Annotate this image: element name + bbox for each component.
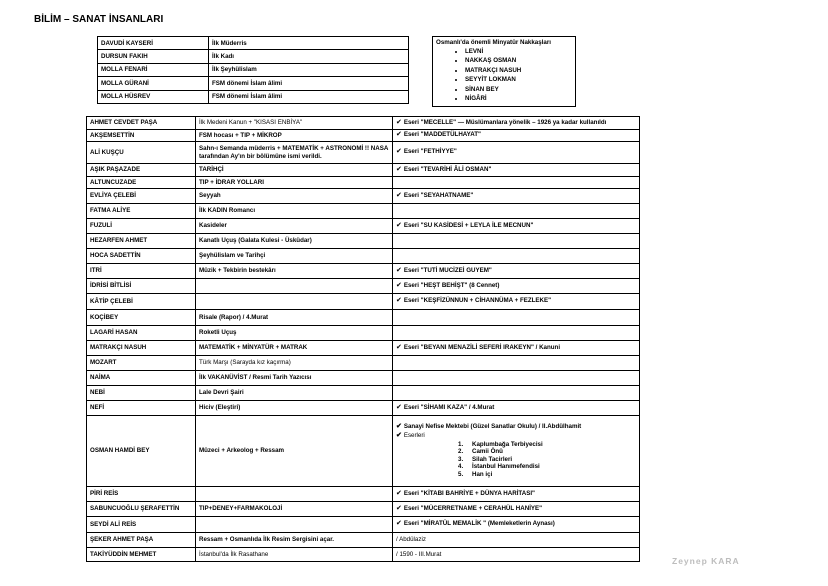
person-description: TIP+DENEY+FARMAKOLOJİ (196, 502, 393, 517)
works-cell (393, 371, 640, 386)
table-row (98, 63, 409, 76)
person-name: AŞIK PAŞAZADE (87, 164, 196, 177)
table-row (87, 487, 640, 502)
scholar-role: FSM dönemi İslam âlimi (209, 77, 409, 90)
table-row (87, 142, 640, 164)
person-name: ALTUNCUZADE (87, 176, 196, 189)
person-name: EVLİYA ÇELEBİ (87, 189, 196, 204)
table-row (87, 326, 640, 341)
works-cell (393, 164, 640, 177)
list-item: • SEYYİT LOKMAN (465, 75, 575, 84)
person-description: Şeyhülislam ve Tarihçi (196, 249, 393, 264)
person-name: SEYDİ ALİ REİS (87, 517, 196, 533)
checkmark-icon: ✔ (396, 118, 404, 126)
person-name: PİRİ REİS (87, 487, 196, 502)
works-cell (393, 294, 640, 310)
list-item (458, 471, 636, 479)
table-row (87, 502, 640, 517)
person-description (196, 487, 393, 502)
list-number: 5. (458, 470, 464, 478)
table-row (87, 234, 640, 249)
person-description: Hiciv (Eleştiri) (196, 401, 393, 416)
works-cell (393, 249, 640, 264)
person-description (196, 279, 393, 294)
painting-title: Han içi (472, 470, 493, 478)
table-row (87, 189, 640, 204)
person-description: Seyyah (196, 189, 393, 204)
person-name: NEFİ (87, 401, 196, 416)
works-text: Eseri "HEŞT BEHİŞT" (8 Cennet) (403, 281, 500, 289)
person-description: İlk VAKANÜVİST / Resmi Tarih Yazıcısı (196, 371, 393, 386)
person-description: İstanbul'da İlk Rasathane (196, 548, 393, 562)
person-description (196, 517, 393, 533)
person-name: HOCA SADETTİN (87, 249, 196, 264)
works-cell (393, 401, 640, 416)
painting-title: Silah Tacirleri (472, 455, 513, 463)
person-name: HEZARFEN AHMET (87, 234, 196, 249)
person-name: KÂTİP ÇELEBİ (87, 294, 196, 310)
list-item: • NİGÂRİ (465, 94, 575, 103)
list-item (458, 456, 636, 464)
person-name: TAKİYÜDDİN MEHMET (87, 548, 196, 562)
checkmark-icon: ✔ (396, 423, 404, 431)
works-cell (393, 204, 640, 219)
scholar-role: İlk Şeyhülislam (209, 63, 409, 76)
person-description: Roketli Uçuş (196, 326, 393, 341)
works-cell (393, 386, 640, 401)
table-row (87, 548, 640, 562)
works-text: Eseri "MADDETÜLHAYAT" (403, 131, 481, 139)
person-description: Müzik + Tekbirin bestekârı (196, 264, 393, 279)
table-row (87, 264, 640, 279)
table-row (87, 219, 640, 234)
list-item: • LEVNİ (465, 47, 575, 56)
works-cell (393, 219, 640, 234)
person-description: Ressam + Osmanlıda İlk Resim Sergisini açar. (196, 533, 393, 548)
person-name: MATRAKÇI NASUH (87, 341, 196, 356)
list-item (458, 448, 636, 456)
table-row (87, 371, 640, 386)
checkmark-icon: ✔ (396, 281, 404, 289)
works-cell (393, 189, 640, 204)
table-row (98, 77, 409, 90)
works-text: / Abdülaziz (396, 536, 426, 544)
checkmark-icon: ✔ (396, 403, 404, 411)
person-name: FUZULİ (87, 219, 196, 234)
table-row (87, 204, 640, 219)
person-description: TIP + İDRAR YOLLARI (196, 176, 393, 189)
checkmark-icon: ✔ (396, 504, 404, 512)
person-name: MOZART (87, 356, 196, 371)
table-row (87, 249, 640, 264)
list-item (458, 463, 636, 471)
person-name: AHMET CEVDET PAŞA (87, 117, 196, 130)
list-number: 4. (458, 463, 464, 471)
works-cell (393, 517, 640, 533)
early-scholars-table (97, 36, 409, 104)
table-row (87, 517, 640, 533)
works-text: / 1590 - III.Murat (396, 550, 442, 558)
person-description (196, 294, 393, 310)
scholar-name: MOLLA FENARİ (98, 63, 209, 76)
painting-title: İstanbul Hanımefendisi (472, 463, 540, 471)
checkmark-icon: ✔ (396, 131, 404, 139)
scholars-artists-table (86, 116, 640, 562)
works-cell (393, 341, 640, 356)
works-text: Eseri "MİRATÜL MEMALİK " (Memleketlerin Aynası) (403, 520, 555, 528)
table-row (87, 294, 640, 310)
person-name: AKŞEMSETTİN (87, 129, 196, 142)
person-name: KOÇİBEY (87, 310, 196, 326)
works-cell (393, 310, 640, 326)
works-text: Eseri "SİHAMI KAZA" / 4.Murat (403, 403, 495, 411)
works-text: Eseri "SEYAHATNAME" (403, 191, 474, 199)
person-name: ALİ KUŞÇU (87, 142, 196, 164)
works-cell (393, 279, 640, 294)
works-text: Eseri "FETHİYYE" (403, 148, 457, 156)
works-text: Eseri "KEŞFİZÜNNUN + CİHANNÜMA + FEZLEKE" (403, 297, 552, 305)
checkmark-icon: ✔ (396, 165, 404, 173)
scholar-name: MOLLA HÜSREV (98, 90, 209, 103)
works-text: Eseri "BEYANI MENAZİLİ SEFERİ IRAKEYN" / Kanuni (403, 343, 561, 351)
works-cell (393, 416, 640, 487)
person-description: FSM hocası + TIP + MİKROP (196, 129, 393, 142)
works-cell (393, 142, 640, 164)
list-number: 1. (458, 440, 464, 448)
works-cell (393, 548, 640, 562)
works-text: Sanayi Nefise Mektebi (Güzel Sanatlar Okulu) / II.Abdülhamit (403, 423, 582, 431)
works-cell (393, 502, 640, 517)
person-name: SABUNCUOĞLU ŞERAFETTİN (87, 502, 196, 517)
person-name: ITRİ (87, 264, 196, 279)
table-row (98, 90, 409, 103)
list-item: • MATRAKÇI NASUH (465, 66, 575, 75)
works-text: Eseri "TEVARİHİ ÂLİ OSMAN" (403, 165, 492, 173)
works-text: Eserleri (403, 431, 425, 439)
person-description: TARİHÇİ (196, 164, 393, 177)
table-row (87, 279, 640, 294)
table-row (87, 164, 640, 177)
miniature-artists-box (432, 36, 576, 107)
scholar-role: İlk Müderris (209, 37, 409, 50)
person-name: FATMA ALİYE (87, 204, 196, 219)
checkmark-icon: ✔ (396, 148, 404, 156)
person-description: Kanatlı Uçuş (Galata Kulesi - Üsküdar) (196, 234, 393, 249)
list-item (458, 441, 636, 449)
checkmark-icon: ✔ (396, 431, 404, 439)
list-item: • NAKKAŞ OSMAN (465, 56, 575, 65)
person-description: Müzeci + Arkeolog + Ressam (196, 416, 393, 487)
person-description: İlk Medeni Kanun + "KISASI ENBİYA" (196, 117, 393, 130)
scholar-role: İlk Kadı (209, 50, 409, 63)
table-row (87, 310, 640, 326)
table-row (87, 356, 640, 371)
list-number: 3. (458, 455, 464, 463)
page-title: BİLİM – SANAT İNSANLARI (34, 14, 164, 25)
checkmark-icon: ✔ (396, 343, 404, 351)
scholar-name: DAVUDİ KAYSERİ (98, 37, 209, 50)
works-line (396, 423, 636, 431)
table-row (87, 176, 640, 189)
works-cell (393, 117, 640, 130)
miniature-title: Osmanlı'da önemli Minyatür Nakkaşları (436, 39, 551, 46)
works-cell (393, 264, 640, 279)
person-name: OSMAN HAMDİ BEY (87, 416, 196, 487)
works-line (396, 432, 636, 440)
person-name: ŞEKER AHMET PAŞA (87, 533, 196, 548)
person-description: Türk Marşı (Sarayda kız kaçırma) (196, 356, 393, 371)
works-cell (393, 356, 640, 371)
works-text: Eseri "MECELLE" — Müslümanlara yönelik – 1926 ya kadar kullanıldı (403, 118, 607, 126)
works-text: Eseri "KİTABI BAHRİYE + DÜNYA HARİTASI" (403, 489, 535, 497)
works-cell (393, 533, 640, 548)
miniature-list (433, 47, 575, 103)
scholar-role: FSM dönemi İslam âlimi (209, 90, 409, 103)
works-cell (393, 234, 640, 249)
person-description: İlk KADIN Romancı (196, 204, 393, 219)
works-cell (393, 176, 640, 189)
table-row (87, 386, 640, 401)
checkmark-icon: ✔ (396, 191, 404, 199)
paintings-list (458, 441, 636, 479)
person-description: Lale Devri Şairi (196, 386, 393, 401)
painting-title: Kaplumbağa Terbiyecisi (472, 440, 543, 448)
list-number: 2. (458, 448, 464, 456)
scholar-name: MOLLA GÜRANİ (98, 77, 209, 90)
person-description: Risale (Rapor) / 4.Murat (196, 310, 393, 326)
person-description: MATEMATİK + MİNYATÜR + MATRAK (196, 341, 393, 356)
person-description: Kasideler (196, 219, 393, 234)
table-row (87, 401, 640, 416)
checkmark-icon: ✔ (396, 489, 404, 497)
table-row (87, 416, 640, 487)
person-name: İDRİSİ BİTLİSİ (87, 279, 196, 294)
person-name: LAGARİ HASAN (87, 326, 196, 341)
table-row (98, 37, 409, 50)
table-row (87, 117, 640, 130)
person-description: Sahn-ı Semanda müderris + MATEMATİK + ASTRONOMİ !! NASA tarafından Ay'ın bir bölümüne ismi verildi. (196, 142, 393, 164)
works-cell (393, 326, 640, 341)
person-name: NEBİ (87, 386, 196, 401)
works-cell (393, 129, 640, 142)
list-item: • SİNAN BEY (465, 85, 575, 94)
scholar-name: DURSUN FAKIH (98, 50, 209, 63)
works-text: Eseri "SU KASİDESİ + LEYLA İLE MECNUN" (403, 221, 534, 229)
checkmark-icon: ✔ (396, 221, 404, 229)
table-row (87, 129, 640, 142)
checkmark-icon: ✔ (396, 297, 404, 305)
checkmark-icon: ✔ (396, 266, 404, 274)
painting-title: Camii Önü (472, 448, 503, 456)
works-text: Eseri "TUTİ MUCİZEİ GUYEM" (403, 266, 492, 274)
table-row (87, 341, 640, 356)
table-row (98, 50, 409, 63)
works-cell (393, 487, 640, 502)
person-name: NAİMA (87, 371, 196, 386)
works-text: Eseri "MÜCERRETNAME + CERAHÜL HANİYE" (403, 504, 543, 512)
author-signature: Zeynep KARA (672, 556, 740, 566)
table-row (87, 533, 640, 548)
checkmark-icon: ✔ (396, 520, 404, 528)
